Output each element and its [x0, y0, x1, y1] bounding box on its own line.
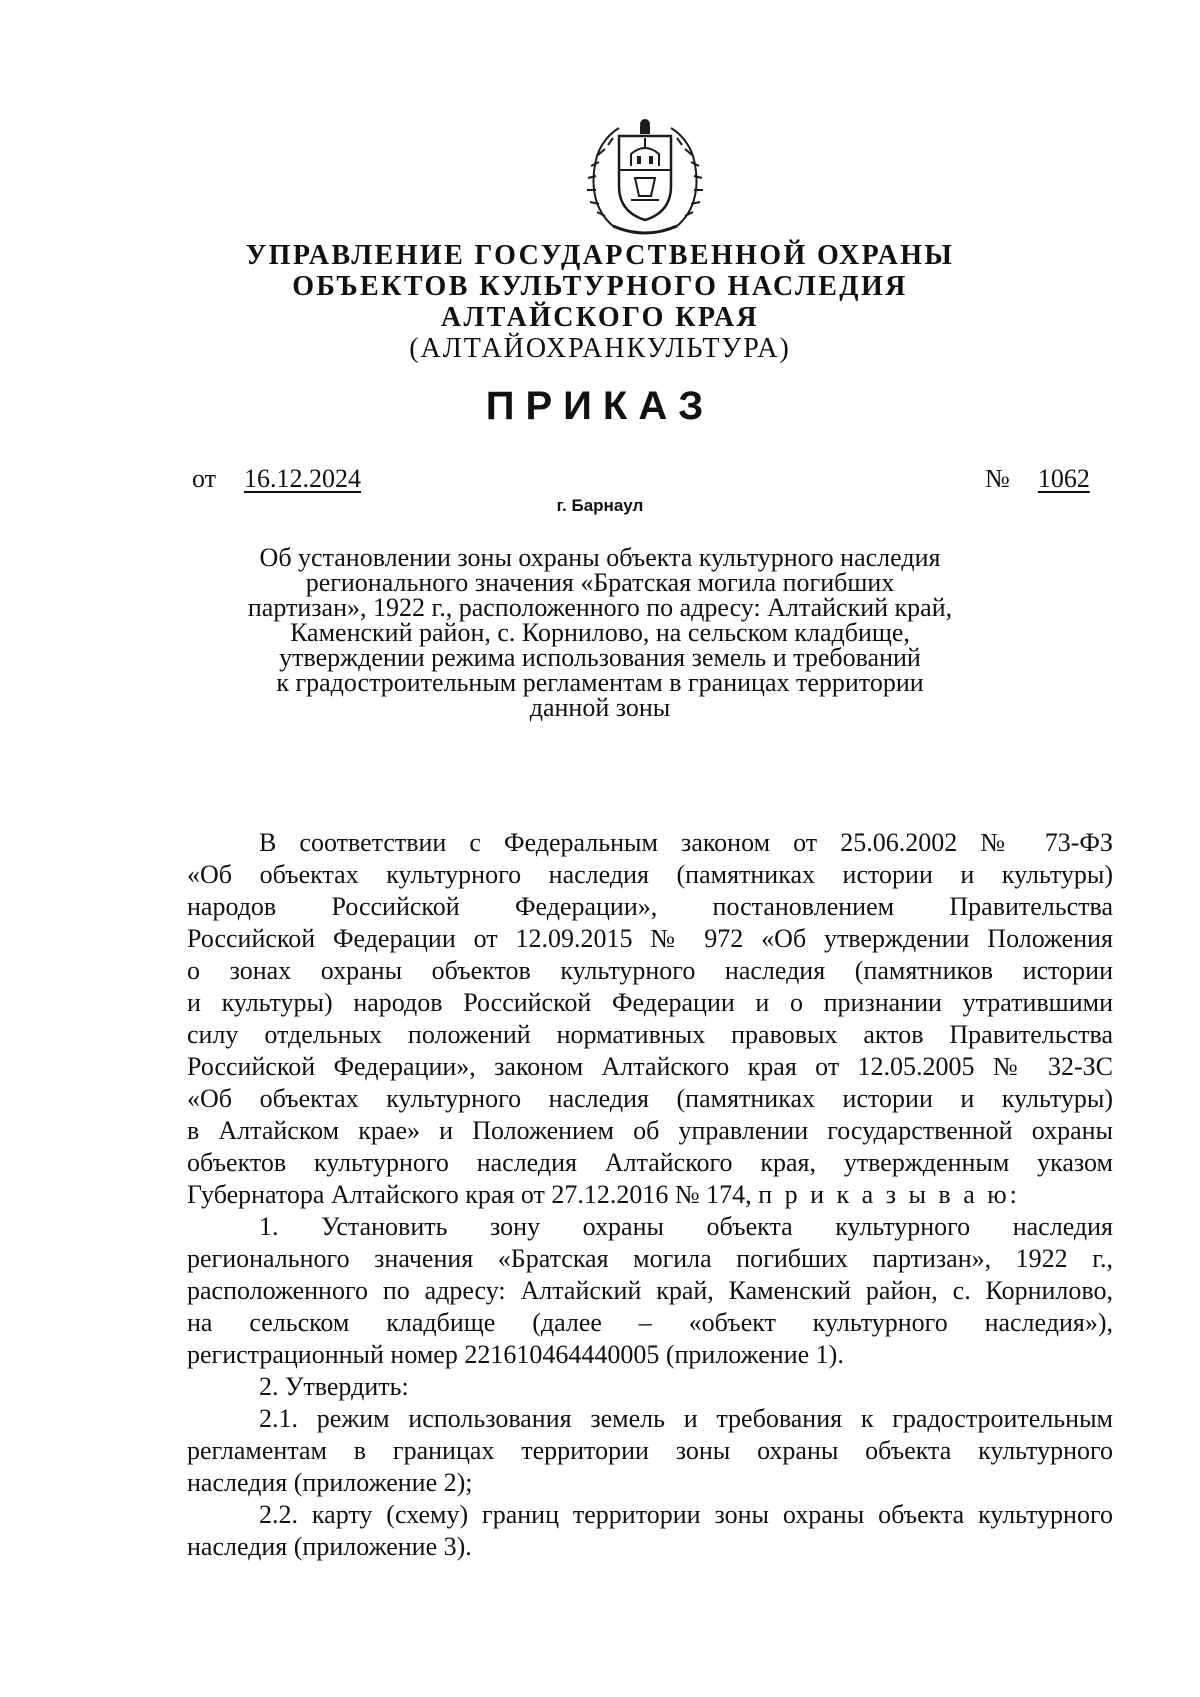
body-line: силу отдельных положений нормативных правовых актов Правительства — [187, 1020, 1113, 1049]
body-line: на сельском кладбище (далее – «объект культурного наследия»), — [187, 1308, 1113, 1337]
organization-header — [0, 240, 1200, 364]
subject-line: данной зоны — [529, 693, 671, 722]
date-value: 16.12.2024 — [244, 464, 362, 493]
header-line-2: ОБЪЕКТОВ КУЛЬТУРНОГО НАСЛЕДИЯ — [292, 271, 908, 302]
body-line: наследия (приложение 2); — [187, 1468, 473, 1497]
subject-line: к градостроительным регламентам в границах территории — [276, 668, 924, 697]
header-line-3: АЛТАЙСКОГО КРАЯ — [440, 302, 760, 333]
order-word: п р и к а з ы в а ю: — [758, 1180, 1020, 1209]
body-line: 2.2. карту (схему) границ территории зоны охраны объекта культурного — [259, 1500, 1113, 1529]
body-line: о зонах охраны объектов культурного наследия (памятников истории — [187, 956, 1113, 985]
body-line: регионального значения «Братская могила погибших партизан», 1922 г., — [187, 1244, 1113, 1273]
body-line: расположенного по адресу: Алтайский край, Каменский район, с. Корнилово, — [187, 1276, 1113, 1305]
body-line: 2. Утвердить: — [259, 1372, 409, 1401]
item-1-paragraph — [187, 1211, 1113, 1371]
header-line-1: УПРАВЛЕНИЕ ГОСУДАРСТВЕННОЙ ОХРАНЫ — [245, 240, 955, 271]
altai-krai-coat-of-arms-icon — [583, 116, 707, 238]
city-name: г. Барнаул — [556, 496, 644, 515]
number-value: 1062 — [1037, 464, 1090, 493]
subject-line: регионального значения «Братская могила погибших — [305, 568, 895, 597]
body-line: и культуры) народов Российской Федерации и о признании утратившими — [187, 988, 1113, 1017]
body-line: регистрационный номер 221610464440005 (приложение 1). — [187, 1340, 844, 1369]
body-line: регламентам в границах территории зоны охраны объекта культурного — [187, 1436, 1113, 1465]
body-line: 2.1. режим использования земель и требования к градостроительным — [259, 1404, 1113, 1433]
item-2-paragraph — [187, 1371, 1113, 1403]
document-body — [187, 827, 1113, 1563]
body-line — [187, 1179, 1113, 1211]
body-line: наследия (приложение 3). — [187, 1532, 472, 1561]
document-subject — [230, 545, 970, 720]
document-date — [192, 463, 361, 495]
document-title: ПРИКАЗ — [485, 384, 715, 428]
item-2-2-paragraph — [187, 1499, 1113, 1563]
preamble-last-text: Губернатора Алтайского края от 27.12.2016 № 174, — [187, 1180, 752, 1209]
body-line: объектов культурного наследия Алтайского края, утвержденным указом — [187, 1148, 1113, 1177]
preamble-paragraph — [187, 827, 1113, 1211]
body-line: Российской Федерации от 12.09.2015 № 972 «Об утверждении Положения — [187, 924, 1113, 953]
body-line: Российской Федерации», законом Алтайского края от 12.05.2005 № 32-ЗС — [187, 1052, 1113, 1081]
body-line: «Об объектах культурного наследия (памятниках истории и культуры) — [187, 860, 1113, 889]
subject-line: партизан», 1922 г., расположенного по адресу: Алтайский край, — [247, 593, 953, 622]
document-number — [985, 463, 1090, 495]
body-line: в Алтайском крае» и Положением об управлении государственной охраны — [187, 1116, 1113, 1145]
body-line: В соответствии с Федеральным законом от 25.06.2002 № 73-ФЗ — [259, 828, 1113, 857]
item-2-1-paragraph — [187, 1403, 1113, 1499]
subject-line: Каменский район, с. Корнилово, на сельском кладбище, — [290, 618, 910, 647]
header-line-4: (АЛТАЙОХРАНКУЛЬТУРА) — [409, 333, 791, 364]
body-line: «Об объектах культурного наследия (памятниках истории и культуры) — [187, 1084, 1113, 1113]
date-prefix: от — [192, 464, 217, 493]
body-line: народов Российской Федерации», постановлением Правительства — [187, 892, 1113, 921]
subject-line: утверждении режима использования земель и требований — [279, 643, 921, 672]
subject-line: Об установлении зоны охраны объекта культурного наследия — [259, 543, 941, 572]
number-prefix: № — [985, 464, 1010, 493]
body-line: 1. Установить зону охраны объекта культурного наследия — [259, 1212, 1113, 1241]
